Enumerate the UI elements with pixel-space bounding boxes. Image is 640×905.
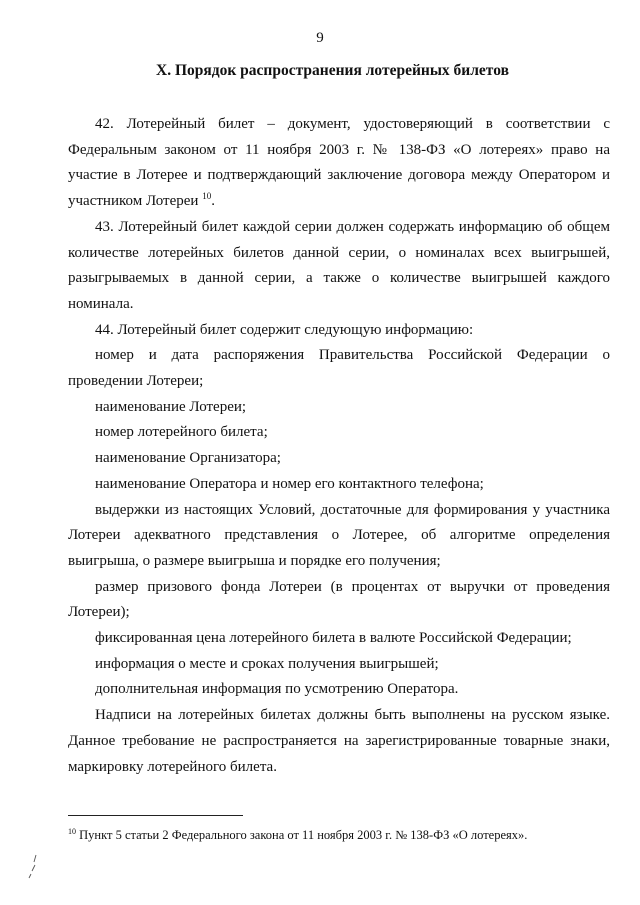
footnote-text: Пункт 5 статьи 2 Федерального закона от 11 ноября 2003 г. № 138-ФЗ «О лотереях». [76,828,528,842]
footnote [68,828,613,843]
list-item: дополнительная информация по усмотрению Оператора. [95,681,459,698]
paragraph-tail: . [211,193,215,210]
footnote-number: 10 [68,826,76,836]
page-number: 9 [316,30,324,46]
paragraph-text: 42. Лотерейный билет – документ, удостоверяющий в соответствии с Федеральным законом от 11 ноября 2003 г. № 138-ФЗ «О лотереях» право на участие в Лотерее и подтверждающий заключение договора между Оператором и участником Лотереи [68,116,610,210]
footnote-divider [68,815,243,816]
footnote-reference[interactable]: 10 [202,191,212,202]
list-item: номер и дата распоряжения Правительства Российской Федерации о проведении Лотереи; [68,347,610,390]
list-item: наименование Организатора; [95,450,281,467]
list-item: информация о месте и сроках получения выигрышей; [95,655,439,672]
body-text [68,112,610,780]
list-item: наименование Лотереи; [95,398,247,415]
paragraph-44: 44. Лотерейный билет содержит следующую информацию: [95,321,474,338]
section-heading: X. Порядок распространения лотерейных билетов [156,62,509,79]
paragraph-42 [68,112,610,215]
list-item: фиксированная цена лотерейного билета в валюте Российской Федерации; [95,630,572,647]
list-item: выдержки из настоящих Условий, достаточные для формирования у участника Лотереи адекватного представления о Лотерее, об алгоритме определения выигрыша, о размере выигрыша и порядке его получения; [68,501,610,569]
paragraph-43: 43. Лотерейный билет каждой серии должен содержать информацию об общем количестве лотерейных билетов данной серии, о номиналах всех выигрышей, разыгрываемых в данной серии, а также о количестве выигрышей каждого номинала. [68,218,610,312]
list-item: размер призового фонда Лотереи (в процентах от выручки от проведения Лотереи); [68,578,610,621]
scan-mark-icon [26,853,40,879]
list-item: наименование Оператора и номер его контактного телефона; [95,475,484,492]
list-item: номер лотерейного билета; [95,424,268,441]
closing-paragraph: Надписи на лотерейных билетах должны быть выполнены на русском языке. Данное требование не распространяется на зарегистрированные товарные знаки, маркировку лотерейного билета. [68,707,610,775]
